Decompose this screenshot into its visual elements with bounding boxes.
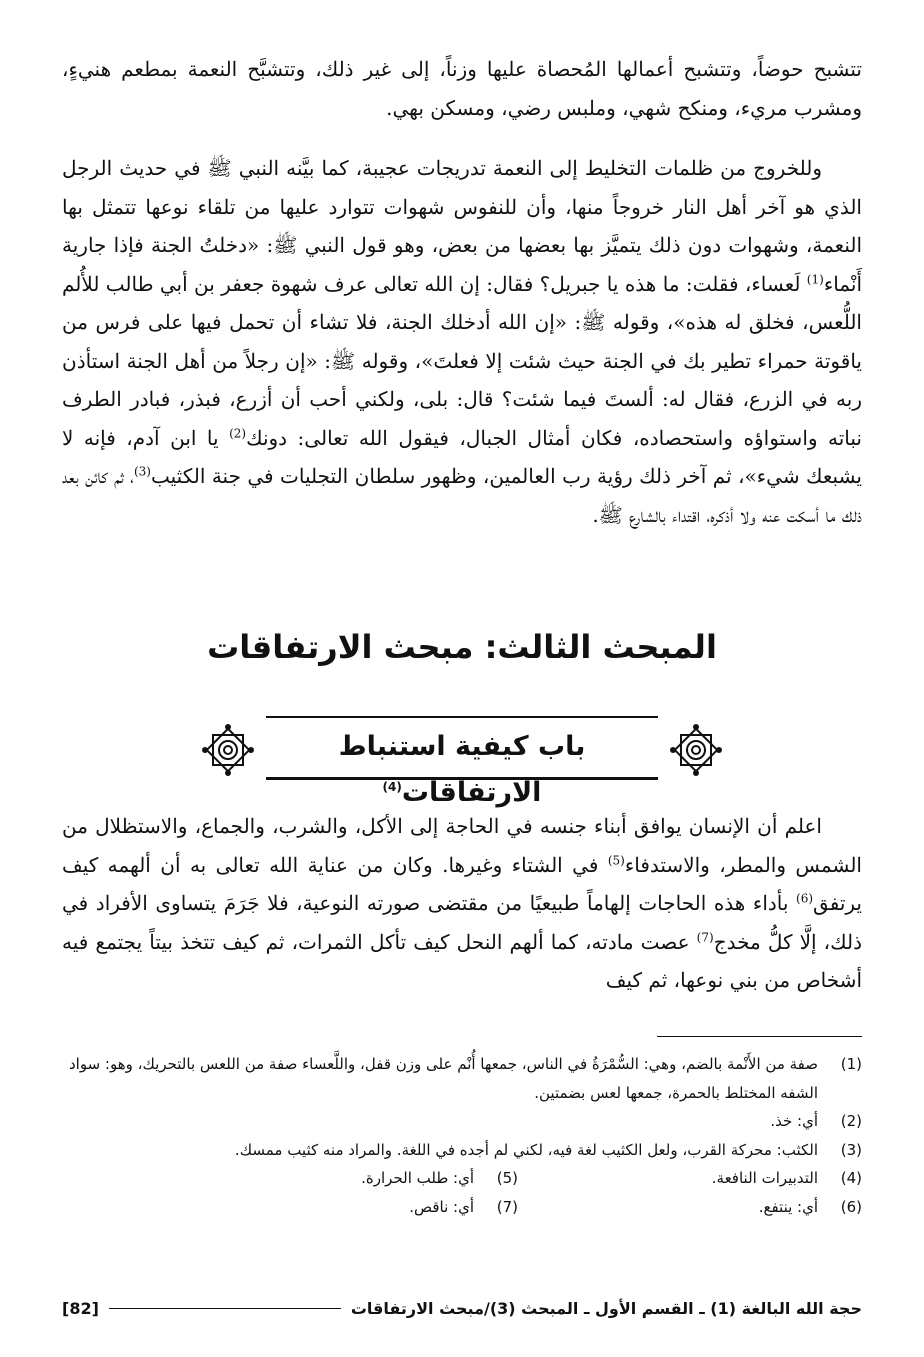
footnote-ref-3: (3) [133, 464, 151, 479]
paragraph-3-part-2: في الشتاء وغيرها. وكان من عناية الله تعالى به أن ألهمه كيف يرتفق [62, 852, 862, 915]
footnote-ref-5: (5) [607, 852, 625, 867]
footnote-row-6-7 [62, 1193, 862, 1222]
footnote-text: أي: ناقص. [409, 1197, 474, 1216]
paragraph-2-part-2: لَعساء، فقلت: ما هذه يا جبريل؟ فقال: إن الله تعالى عرف شهوة جعفر بن أبي طالب للأُلم اللُّعس، فخلق له هذه»، وقوله ﷺ: «إن الله أدخلك الجنة، فلا تشاء أن تحمل فيها على فرس من ياقوتة حمراء تطير بك في الجنة حيث شئت إلا فعلتَ»، وقوله ﷺ: «إن رجلاً من أهل الجنة استأذن ربه في الزرع، فقال له: ألستَ فيما شئت؟ قال: بلى، ولكني أحب أن أزرع، فبذر، فبادر الطرف نباته واستواؤه واستحصاده، فكان أمثال الجبال، فيقول الله تعالى: دونك [61, 271, 862, 450]
chapter-title [266, 724, 658, 816]
footnote-text: الكثب: محركة القرب، ولعل الكثيب لغة فيه، لكني لم أجده في اللغة. والمراد منه كثيب ممسك. [234, 1140, 818, 1159]
rosette-ornament-icon [200, 722, 256, 778]
footnote-ref-4: (4) [382, 780, 402, 794]
footnote-number: (5) [496, 1169, 518, 1187]
footnote-number: (1) [840, 1055, 862, 1073]
paragraph-1-text: تتشبح حوضاً، وتتشبح أعمالها المُحصاة عليها وزناً، إلى غير ذلك، وتتشبَّح النعمة بمطعم هنيءٍ، ومشرب مريء، ومنكح شهي، وملبس رضي، ومسكن بهي. [62, 57, 862, 120]
footnote-text: التدبيرات النافعة. [711, 1169, 818, 1187]
footnotes [62, 1050, 862, 1221]
paragraph-3-text [62, 807, 862, 1000]
footer-rule [109, 1308, 341, 1309]
chapter-heading [200, 712, 724, 808]
chapter-title-text: باب كيفية استنباط الارتفاقات [338, 731, 586, 808]
page-number: [82] [62, 1298, 99, 1318]
paragraph-1 [62, 50, 862, 127]
footnote-number: (3) [840, 1140, 862, 1159]
paragraph-3-part-3: بأداء هذه الحاجات إلهاماً طبيعيًا من مقتضى صورته النوعية، فلا جَرَمَ يتساوى الأفراد في ذلك، إلَّا كلُّ مخدج [62, 891, 862, 954]
footnote-number: (4) [840, 1169, 862, 1187]
footnote-4 [518, 1164, 862, 1193]
footnote-5 [361, 1164, 518, 1193]
footnote-text: أي: ينتفع. [758, 1197, 818, 1216]
paragraph-3-part-1: اعلم أن الإنسان يوافق أبناء جنسه في الحاجة إلى الأكل، والشرب، والجماع، والاستظلال من الشمس والمطر، والاستدفاء [62, 814, 862, 877]
running-title: حجة الله البالغة (1) ـ القسم الأول ـ المبحث (3)/مبحث الارتفاقات [350, 1298, 862, 1318]
paragraph-2-part-3: يا ابن آدم، فإنه لا يشبعك شيء»، ثم آخر ذلك رؤية رب العالمين، وظهور سلطان التجليات في جنة الكثيب [62, 425, 862, 488]
footnote-text: أي: طلب الحرارة. [361, 1169, 474, 1187]
section-title: المبحث الثالث: مبحث الارتفاقات [207, 628, 717, 666]
paragraph-2 [62, 149, 862, 534]
footnote-number: (6) [840, 1197, 862, 1216]
footnote-row-4-5 [62, 1164, 862, 1193]
footnote-ref-6: (6) [796, 891, 814, 906]
footnote-text: أي: خذ. [770, 1112, 818, 1130]
rosette-ornament-icon [668, 722, 724, 778]
paragraph-2-part-4: ، ثم كائن بعد ذلك ما أسكت عنه ولا أذكره، اقتداء بالشارع ﷺ. [62, 464, 862, 527]
footnote-7 [409, 1193, 518, 1222]
paragraph-3-part-4: عصت مادته، كما ألهم النحل كيف تأكل الثمرات، ثم كيف تتخذ بيتاً يجتمع فيه أشخاص من بني نوعها، ثم كيف [62, 929, 862, 992]
footnote-ref-7: (7) [696, 929, 714, 944]
paragraph-2-part-1: وللخروج من ظلمات التخليط إلى النعمة تدريجات عجيبة، كما بيَّنه النبي ﷺ في حديث الرجل الذي هو آخر أهل النار خروجاً منها، وأن للنفوس شهوات تتوارد عليها من تلقاء نوعها تتمثل بها النعمة، وشهوات دون ذلك يتميَّز بها بعضها من بعض، وهو قول النبي ﷺ: «دخلتُ الجنة فإذا جارية أَنْماء [62, 156, 862, 296]
paragraph-2-text [62, 149, 862, 534]
footnote-number: (2) [840, 1112, 862, 1130]
footnote-text: صفة من الأَنْمة بالضم، وهي: السُّمْرَةُ في الناس، جمعها أُنْم على وزن قفل، واللَّعساء صفة من اللعس بالتحريك، وهو: سواد الشفه المختلط بالحمرة، جمعها لعس بضمتين. [69, 1055, 818, 1102]
footnote-6 [518, 1193, 862, 1222]
footnote-1 [62, 1050, 862, 1107]
footnote-number: (7) [496, 1197, 518, 1216]
footnote-separator [657, 1036, 862, 1037]
footnote-2 [62, 1107, 862, 1136]
footnote-3 [62, 1136, 862, 1165]
footnote-ref-2: (2) [229, 425, 247, 440]
chapter-bottom-rule [266, 777, 658, 780]
page-footer [62, 1293, 862, 1323]
paragraph-3 [62, 807, 862, 1000]
footnote-ref-1: (1) [806, 271, 824, 286]
chapter-top-rule [266, 716, 658, 718]
